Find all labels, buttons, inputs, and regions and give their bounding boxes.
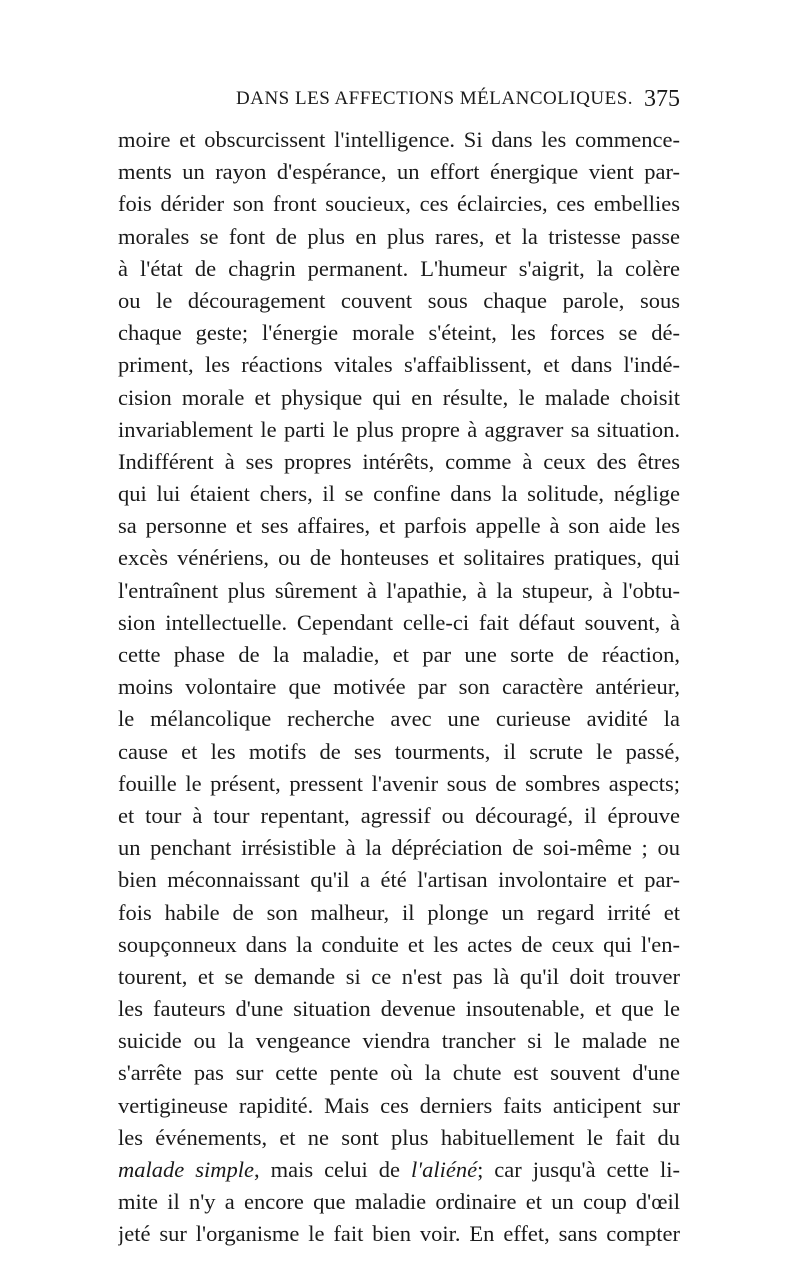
text-line: mite il n'y a encore que maladie ordinaire et un coup d'œil xyxy=(118,1189,680,1215)
text-line: priment, les réactions vitales s'affaiblissent, et dans l'indé- xyxy=(118,352,680,378)
text-line: cette phase de la maladie, et par une sorte de réaction, xyxy=(118,642,680,667)
text-line: vertigineuse rapidité. Mais ces derniers faits anticipent sur xyxy=(118,1092,680,1118)
text-line: cision morale et physique qui en résulte, le malade choisit xyxy=(118,384,680,410)
text-line: les fauteurs d'une situation devenue insoutenable, et que le xyxy=(118,996,680,1022)
text-line-with-italics xyxy=(118,1154,680,1186)
text-line: qui lui étaient chers, il se confine dans la solitude, néglige xyxy=(118,481,680,507)
text-line: sion intellectuelle. Cependant celle-ci fait défaut souvent, à xyxy=(118,609,680,635)
body-text xyxy=(118,124,680,1251)
text-line: fois habile de son malheur, il plonge un regard irrité et xyxy=(118,899,680,925)
text-line: un penchant irrésistible à la dépréciation de soi-même ; ou xyxy=(118,835,680,861)
italic-term: l'aliéné xyxy=(411,1157,478,1182)
text-line: jeté sur l'organisme le fait bien voir. En effet, sans compter xyxy=(118,1221,680,1247)
text-line: fois dérider son front soucieux, ces éclaircies, ces embellies xyxy=(118,191,680,217)
text-line: sa personne et ses affaires, et parfois appelle à son aide les xyxy=(118,513,680,539)
text-line: les événements, et ne sont plus habituellement le fait du xyxy=(118,1124,680,1150)
text-line: ments un rayon d'espérance, un effort énergique vient par- xyxy=(118,159,680,185)
text-line: et tour à tour repentant, agressif ou découragé, il éprouve xyxy=(118,802,680,828)
text-run: ; car jusqu'à cette li- xyxy=(477,1157,680,1182)
text-run: , mais celui de xyxy=(253,1157,412,1182)
text-line: ou le découragement couvent sous chaque parole, sous xyxy=(118,287,680,313)
text-line: suicide ou la vengeance viendra trancher si le malade ne xyxy=(118,1028,680,1054)
running-header xyxy=(118,88,680,118)
text-line: cause et les motifs de ses tourments, il scrute le passé, xyxy=(118,738,680,764)
text-line: invariablement le parti le plus propre à aggraver sa situation. xyxy=(118,416,680,442)
text-line: s'arrête pas sur cette pente où la chute est souvent d'une xyxy=(118,1060,680,1086)
text-line: morales se font de plus en plus rares, et la tristesse passe xyxy=(118,223,680,249)
text-line: Indifférent à ses propres intérêts, comme à ceux des êtres xyxy=(118,448,680,474)
page-number: 375 xyxy=(644,86,680,112)
italic-term: malade simple xyxy=(118,1157,254,1182)
text-line: moins volontaire que motivée par son caractère antérieur, xyxy=(118,674,680,700)
text-line: l'entraînent plus sûrement à l'apathie, à la stupeur, à l'obtu- xyxy=(118,577,680,603)
text-line: chaque geste; l'énergie morale s'éteint, les forces se dé- xyxy=(118,320,680,346)
text-line: fouille le présent, pressent l'avenir sous de sombres aspects; xyxy=(118,770,680,796)
text-line: bien méconnaissant qu'il a été l'artisan involontaire et par- xyxy=(118,867,680,893)
text-line: soupçonneux dans la conduite et les actes de ceux qui l'en- xyxy=(118,931,680,957)
text-line: tourent, et se demande si ce n'est pas là qu'il doit trouver xyxy=(118,963,680,989)
text-line: moire et obscurcissent l'intelligence. Si dans les commence- xyxy=(118,127,680,152)
running-title: DANS LES AFFECTIONS MÉLANCOLIQUES. xyxy=(236,88,634,109)
text-line: à l'état de chagrin permanent. L'humeur s'aigrit, la colère xyxy=(118,255,680,281)
text-line: le mélancolique recherche avec une curieuse avidité la xyxy=(118,706,680,732)
text-line: excès vénériens, ou de honteuses et solitaires pratiques, qui xyxy=(118,545,680,571)
